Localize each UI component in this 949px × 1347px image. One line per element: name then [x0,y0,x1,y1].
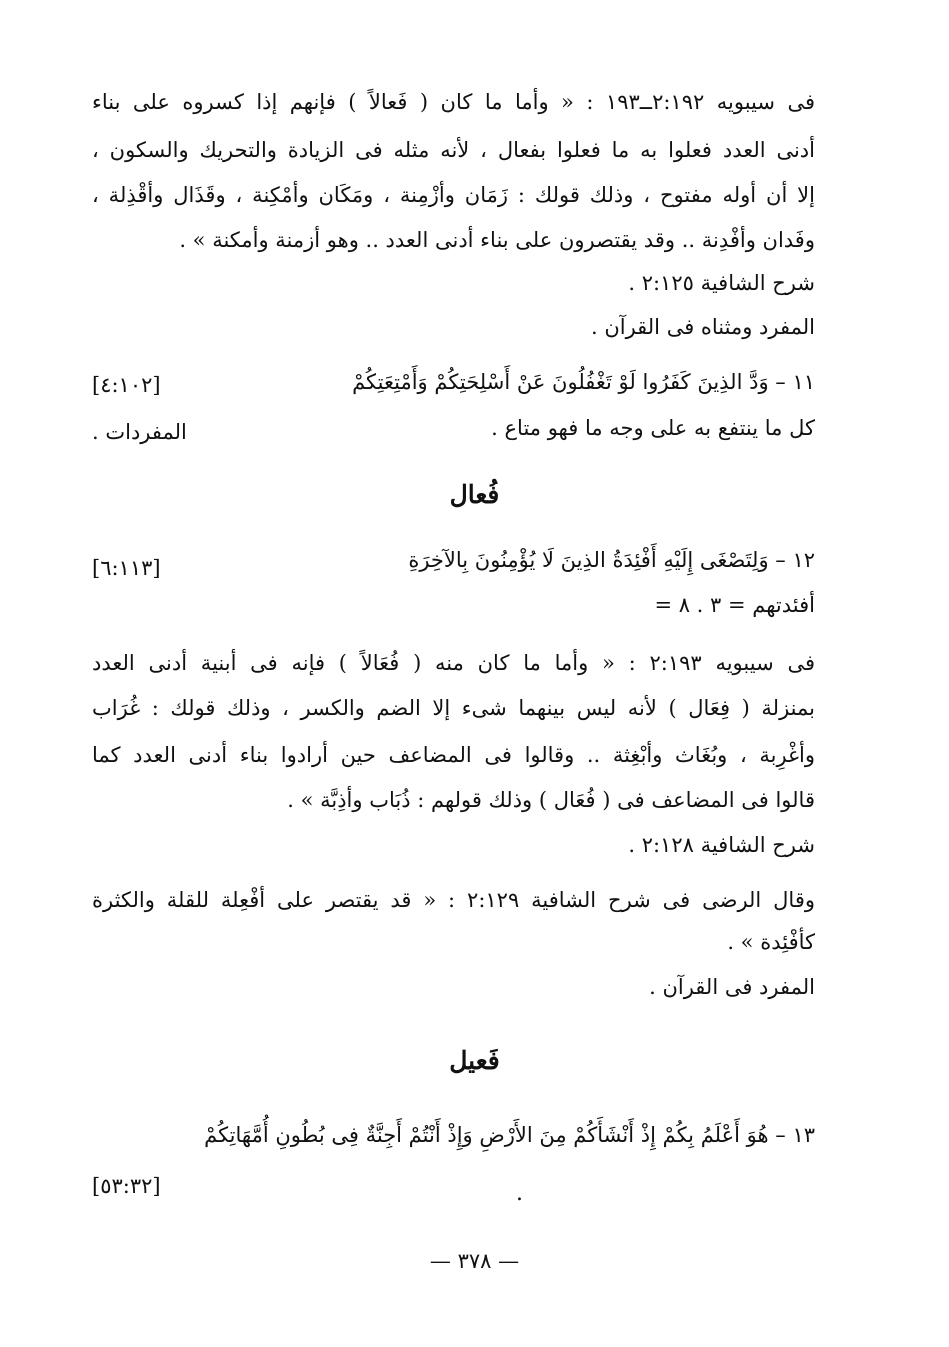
verse-12-count: أفئدتهم = ٣ . ٨ = [654,593,815,617]
verse-11: ١١ – وَدَّ الذِينَ كَفَرُوا لَوْ تَغْفُلُونَ عَنْ أَسْلِحَتِكُمْ وَأَمْتِعَتِكُمْ [352,370,815,394]
radi-quote-line: كأفْئِدة » . [727,930,815,954]
page-number: — ٣٧٨ — [429,1249,520,1273]
sibawayh-quote-2-line: فى سيبويه ٢:١٩٣ : « وأما ما كان منه ( فُعَالاً ) فإنه فى أبنية أدنى العدد [92,651,815,675]
sibawayh-quote-1-line: أدنى العدد فعلوا به ما فعلوا بفعال ، لأنه مثله فى الزيادة والتحريك والسكون ، [92,138,815,162]
sibawayh-quote-2-line: وأغْرِبة ، وبُغَاث وأبْغِثة .. وقالوا فى المضاعف حين أرادوا بناء أدنى العدد كما [92,743,815,767]
verse-13: ١٣ – هُوَ أَعْلَمُ بِكُمْ إِذْ أَنْشَأَكُمْ مِنَ الأَرْضِ وَإِذْ أَنْتُمْ أَجِنَّةٌ فِى بُطُونِ أُمَّهَاتِكُمْ [204,1123,815,1147]
verse-11-note-source: المفردات . [92,420,187,444]
sibawayh-quote-2-line: قالوا فى المضاعف فى ( فُعَال ) وذلك قولهم : ذُبَاب وأذِبَّة » . [287,788,815,812]
sibawayh-quote-1-line: وفَدان وأفْدِنة .. وقد يقتصرون على بناء أدنى العدد .. وهو أزمنة وأمكنة » . [179,228,815,252]
section-heading-fual: فُعال [449,480,500,509]
singular-note: المفرد فى القرآن . [649,975,815,999]
verse-12: ١٢ – وَلِتَصْغَى إِلَيْهِ أَفْئِدَةُ الذِينَ لَا يُؤْمِنُونَ بِالآخِرَةِ [408,548,815,572]
section-heading-fail: فَعيل [449,1046,500,1075]
verse-13-reference: [٥٣:٣٢] [92,1174,161,1198]
stray-dot: . [516,1181,523,1206]
reference-shafiya-2: شرح الشافية ٢:١٢٨ . [628,833,815,857]
singular-dual-note: المفرد ومثناه فى القرآن . [590,315,815,339]
sibawayh-quote-1-line: إلا أن أوله مفتوح ، وذلك قولك : زَمَان وأزْمِنة ، ومَكَان وأمْكِنة ، وقَذَال وأقْذِلة ، [92,183,815,207]
sibawayh-quote-2-line: بمنزلة ( فِعَال ) لأنه ليس بينهما شىء إلا الضم والكسر ، وذلك قولك : غُرَاب [92,696,815,720]
verse-11-note: كل ما ينتفع به على وجه ما فهو متاع . [491,416,815,440]
reference-shafiya-1: شرح الشافية ٢:١٢٥ . [628,271,815,295]
verse-11-reference: [٤:١٠٢] [92,373,161,397]
verse-12-reference: [٦:١١٣] [92,556,161,580]
sibawayh-quote-1-line: فى سيبويه ٢:١٩٢ــ١٩٣ : « وأما ما كان ( فَعالاً ) فإنهم إذا كسروه على بناء [92,90,815,114]
radi-quote-line: وقال الرضى فى شرح الشافية ٢:١٢٩ : « قد يقتصر على أفْعِلة للقلة والكثرة [92,888,815,912]
